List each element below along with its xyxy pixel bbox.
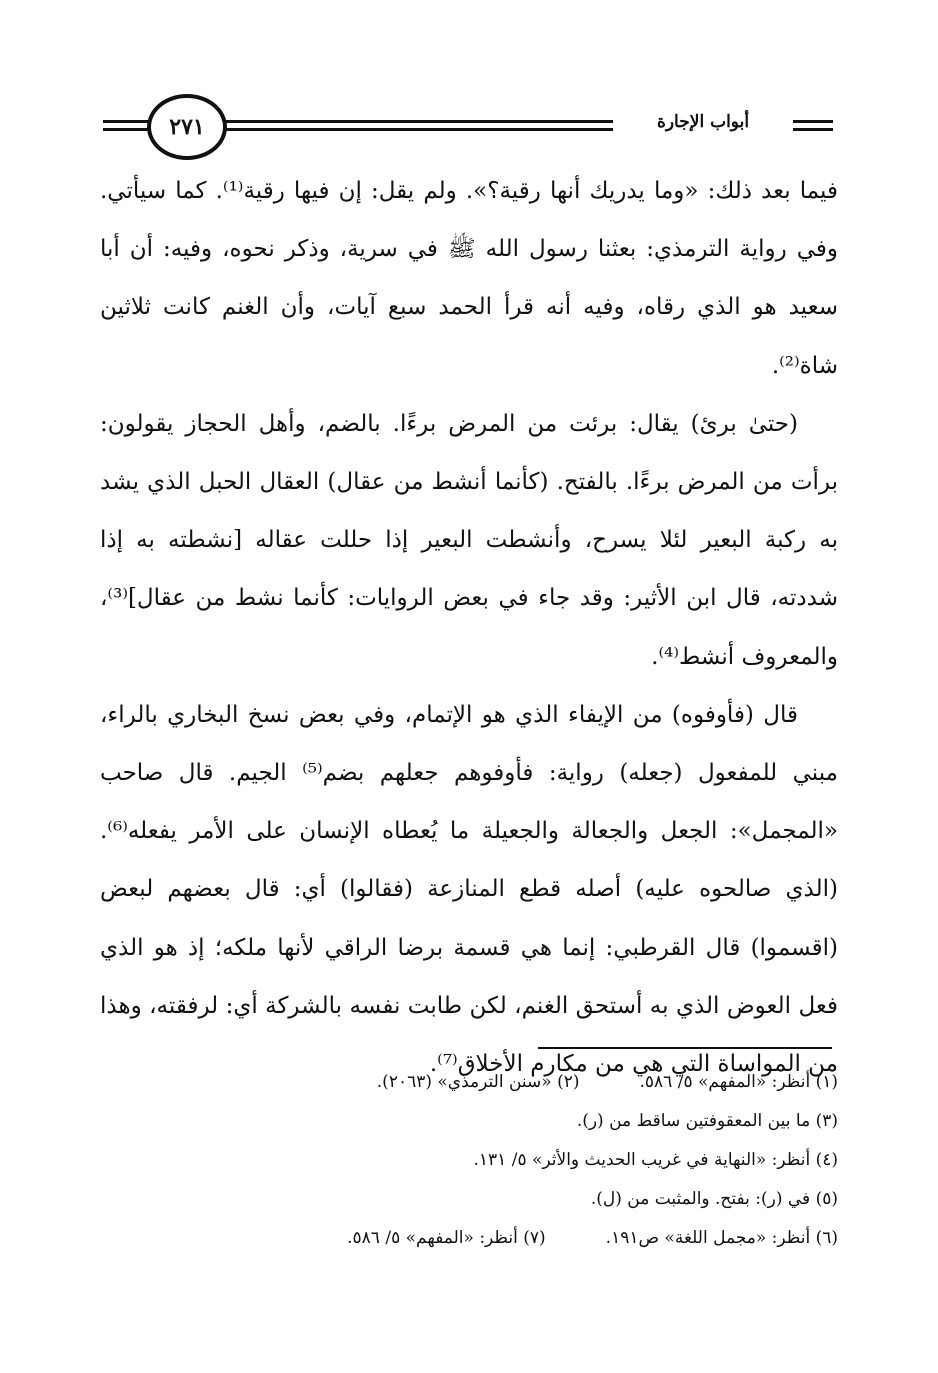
header-rule — [793, 120, 833, 123]
footnote-line — [120, 1219, 838, 1258]
footnotes — [120, 1063, 838, 1258]
footnote: (٤) أنظر: «النهاية في غريب الحديث والأثر» ٥/ ١٣١. — [473, 1150, 838, 1170]
chapter-title: أبواب الإجارة — [656, 112, 750, 132]
footnote: (٧) أنظر: «المفهم» ٥/ ٥٨٦. — [347, 1228, 546, 1248]
paragraph: قال (فأوفوه) من الإيفاء الذي هو الإتمام، وفي بعض نسخ البخاري بالراء، مبني للمفعول (جعله) رواية: فأوفوهم جعلهم بضم⁽⁵⁾ الجيم. قال صاحب «المجمل»: الجعل والجعالة والجعيلة ما يُعطاه الإنسان على الأمر يفعله⁽⁶⁾. (الذي صالحوه عليه) أصله قطع المنازعة (فقالوا) أي: قال بعضهم لبعض (اقسموا) قال القرطبي: إنما هي قسمة برضا الراقي لأنها ملكه؛ إذ هو الذي فعل العوض الذي به أستحق الغنم، لكن طابت نفسه بالشركة أي: لرفقته، وهذا من المواساة التي هي من مكارم الأخلاق⁽⁷⁾. — [100, 701, 838, 1078]
paragraph: فيما بعد ذلك: «وما يدريك أنها رقية؟». ولم يقل: إن فيها رقية⁽¹⁾. كما سيأتي. وفي رواية الترمذي: بعثنا رسول الله ﷺ في سرية، وذكر نحوه، وفيه: أن أبا سعيد هو الذي رقاه، وفيه أنه قرأ الحمد سبع آيات، وأن الغنم كانت ثلاثين شاة⁽²⁾. — [100, 178, 838, 379]
footnote-line — [120, 1063, 838, 1102]
footnote-line — [120, 1180, 838, 1219]
page-number: ٢٧١ — [147, 94, 227, 160]
header-rule — [793, 128, 833, 131]
footnote: (١) أنظر: «المفهم» ٥/ ٥٨٦. — [639, 1072, 838, 1092]
header-rule — [220, 120, 613, 123]
footnote: (٦) أنظر: «مجمل اللغة» ص١٩١. — [605, 1228, 838, 1248]
paragraph: (حتىٰ برئ) يقال: برئت من المرض برءًا. بالضم، وأهل الحجاز يقولون: برأت من المرض برءًا. بالفتح. (كأنما أنشط من عقال) العقال الحبل الذي يشد به ركبة البعير لئلا يسرح، وأنشطت البعير إذا حللت عقاله [نشطته به إذا شددته، قال ابن الأثير: وقد جاء في بعض الروايات: كأنما نشط من عقال]⁽³⁾، والمعروف أنشط⁽⁴⁾. — [100, 410, 838, 670]
footnote-line — [120, 1141, 838, 1180]
main-text — [100, 162, 838, 1093]
footnote: (٣) ما بين المعقوفتين ساقط من (ر). — [576, 1111, 838, 1131]
footnote: (٥) في (ر): بفتح. والمثبت من (ل). — [590, 1189, 838, 1209]
footnote-line — [120, 1102, 838, 1141]
header-rule — [220, 128, 613, 131]
footnote-separator — [538, 1047, 832, 1049]
footnote: (٢) «سنن الترمذي» (٢٠٦٣). — [376, 1072, 580, 1092]
